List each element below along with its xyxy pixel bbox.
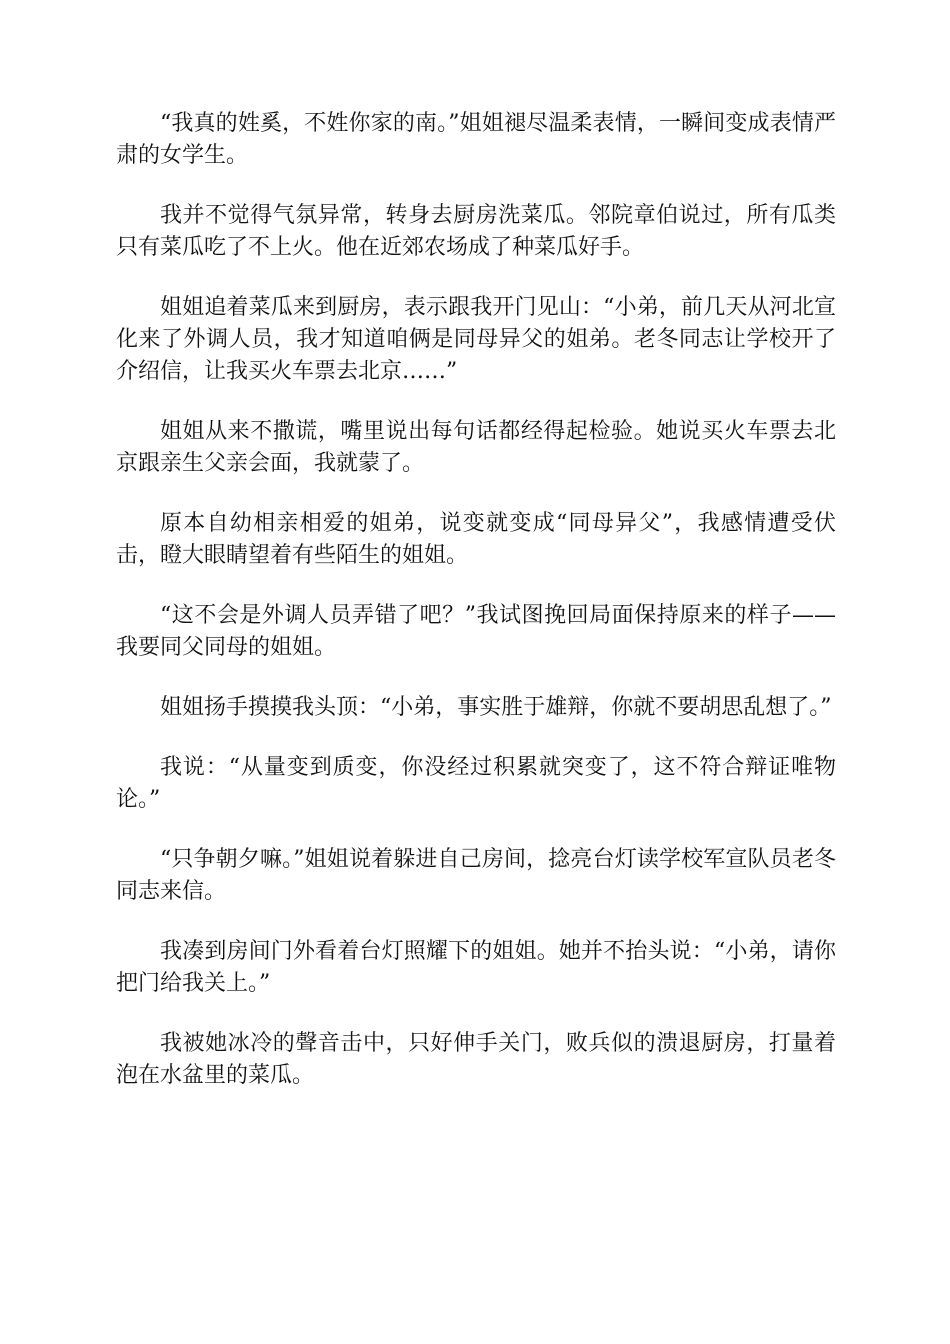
paragraph-2: 我并不觉得气氛异常，转身去厨房洗菜瓜。邻院章伯说过，所有瓜类只有菜瓜吃了不上火。他在近郊农场成了种菜瓜好手。 (116, 203, 836, 260)
paragraph-5: 原本自幼相亲相爱的姐弟，说变就变成“同母异父”，我感情遭受伏击，瞪大眼睛望着有些陌生的姐姐。 (116, 511, 836, 568)
paragraph-11: 我被她冰冷的聲音击中，只好伸手关门，败兵似的溃退厨房，打量着泡在水盆里的菜瓜。 (116, 1031, 836, 1088)
paragraph-1: “我真的姓奚，不姓你家的南。”姐姐褪尽温柔表情，一瞬间变成表情严肃的女学生。 (116, 111, 836, 168)
paragraph-6: “这不会是外调人员弄错了吧？”我试图挽回局面保持原来的样子——我要同父同母的姐姐。 (116, 603, 836, 660)
paragraph-8: 我说：“从量变到质变，你没经过积累就突变了，这不符合辩证唯物论。” (116, 755, 836, 812)
paragraph-7: 姐姐扬手摸摸我头顶：“小弟，事实胜于雄辩，你就不要胡思乱想了。” (160, 695, 832, 720)
paragraph-10: 我凑到房间门外看着台灯照耀下的姐姐。她并不抬头说：“小弟，请你把门给我关上。” (116, 939, 836, 996)
document-body (116, 108, 836, 1120)
paragraph-9: “只争朝夕嘛。”姐姐说着躲进自己房间，捻亮台灯读学校军宣队员老冬同志来信。 (116, 847, 836, 904)
paragraph-3: 姐姐追着菜瓜来到厨房，表示跟我开门见山：“小弟，前几天从河北宣化来了外调人员，我才知道咱俩是同母异父的姐弟。老冬同志让学校开了介绍信，让我买火车票去北京……” (116, 295, 836, 384)
paragraph-4: 姐姐从来不撒谎，嘴里说出每句话都经得起检验。她说买火车票去北京跟亲生父亲会面，我就蒙了。 (116, 419, 836, 476)
